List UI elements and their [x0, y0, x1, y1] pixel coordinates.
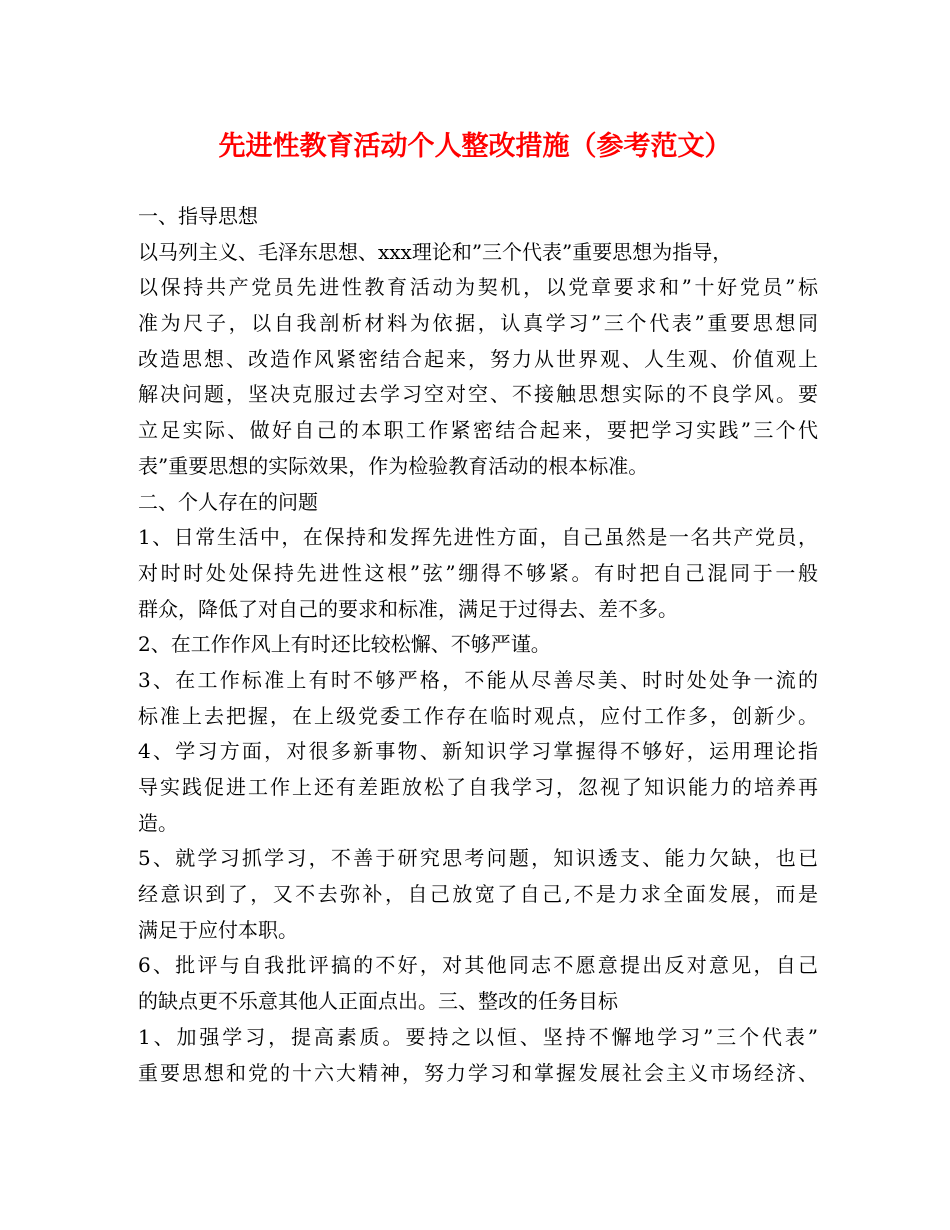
text-line: 标准上去把握，在上级党委工作存在临时观点，应付工作多，创新少。 — [138, 703, 818, 728]
text-line: 二、个人存在的问题 — [138, 489, 318, 514]
text-line: 准为尺子，以自我剖析材料为依据，认真学习”三个代表”重要思想同 — [138, 311, 818, 336]
document-body — [138, 199, 818, 1091]
text-line: 改造思想、改造作风紧密结合起来，努力从世界观、人生观、价值观上 — [138, 346, 818, 371]
text-line: 1、日常生活中，在保持和发挥先进性方面，自己虽然是一名共产党员， — [138, 525, 818, 550]
text-line: 2、在工作作风上有时还比较松懈、不够严谨。 — [138, 632, 551, 657]
text-line: 3、在工作标准上有时不够严格，不能从尽善尽美、时时处处争一流的 — [138, 667, 818, 692]
text-line: 一、指导思想 — [138, 204, 258, 228]
text-line: 经意识到了，又不去弥补，自己放宽了自己,不是力求全面发展，而是 — [138, 882, 818, 907]
text-line: 1、加强学习，提高素质。要持之以恒、坚持不懈地学习”三个代表” — [138, 1024, 818, 1049]
text-line: 立足实际、做好自己的本职工作紧密结合起来，要把学习实践”三个代 — [138, 418, 818, 443]
text-line: 4、学习方面，对很多新事物、新知识学习掌握得不够好，运用理论指 — [138, 739, 818, 764]
document-title: 先进性教育活动个人整改措施（参考范文） — [218, 131, 732, 162]
text-line: 以马列主义、毛泽东思想、xxx理论和”三个代表”重要思想为指导， — [138, 239, 733, 264]
text-line: 导实践促进工作上还有差距放松了自我学习，忽视了知识能力的培养再 — [138, 775, 818, 799]
text-line: 重要思想和党的十六大精神，努力学习和掌握发展社会主义市场经济、 — [138, 1060, 818, 1085]
text-line: 解决问题，坚决克服过去学习空对空、不接触思想实际的不良学风。要 — [138, 382, 818, 407]
text-line: 的缺点更不乐意其他人正面点出。三、整改的任务目标 — [138, 989, 618, 1014]
text-line: 表”重要思想的实际效果，作为检验教育活动的根本标准。 — [138, 453, 649, 478]
text-line: 6、批评与自我批评搞的不好，对其他同志不愿意提出反对意见，自己 — [138, 953, 818, 978]
text-line: 5、就学习抓学习，不善于研究思考问题，知识透支、能力欠缺，也已 — [138, 846, 818, 871]
text-line: 造。 — [138, 810, 178, 835]
text-line: 对时时处处保持先进性这根”弦”绷得不够紧。有时把自己混同于一般 — [138, 560, 818, 585]
text-line: 以保持共产党员先进性教育活动为契机，以党章要求和”十好党员”标 — [138, 275, 818, 300]
text-line: 满足于应付本职。 — [138, 917, 298, 942]
text-line: 群众，降低了对自己的要求和标准，满足于过得去、差不多。 — [138, 596, 678, 621]
